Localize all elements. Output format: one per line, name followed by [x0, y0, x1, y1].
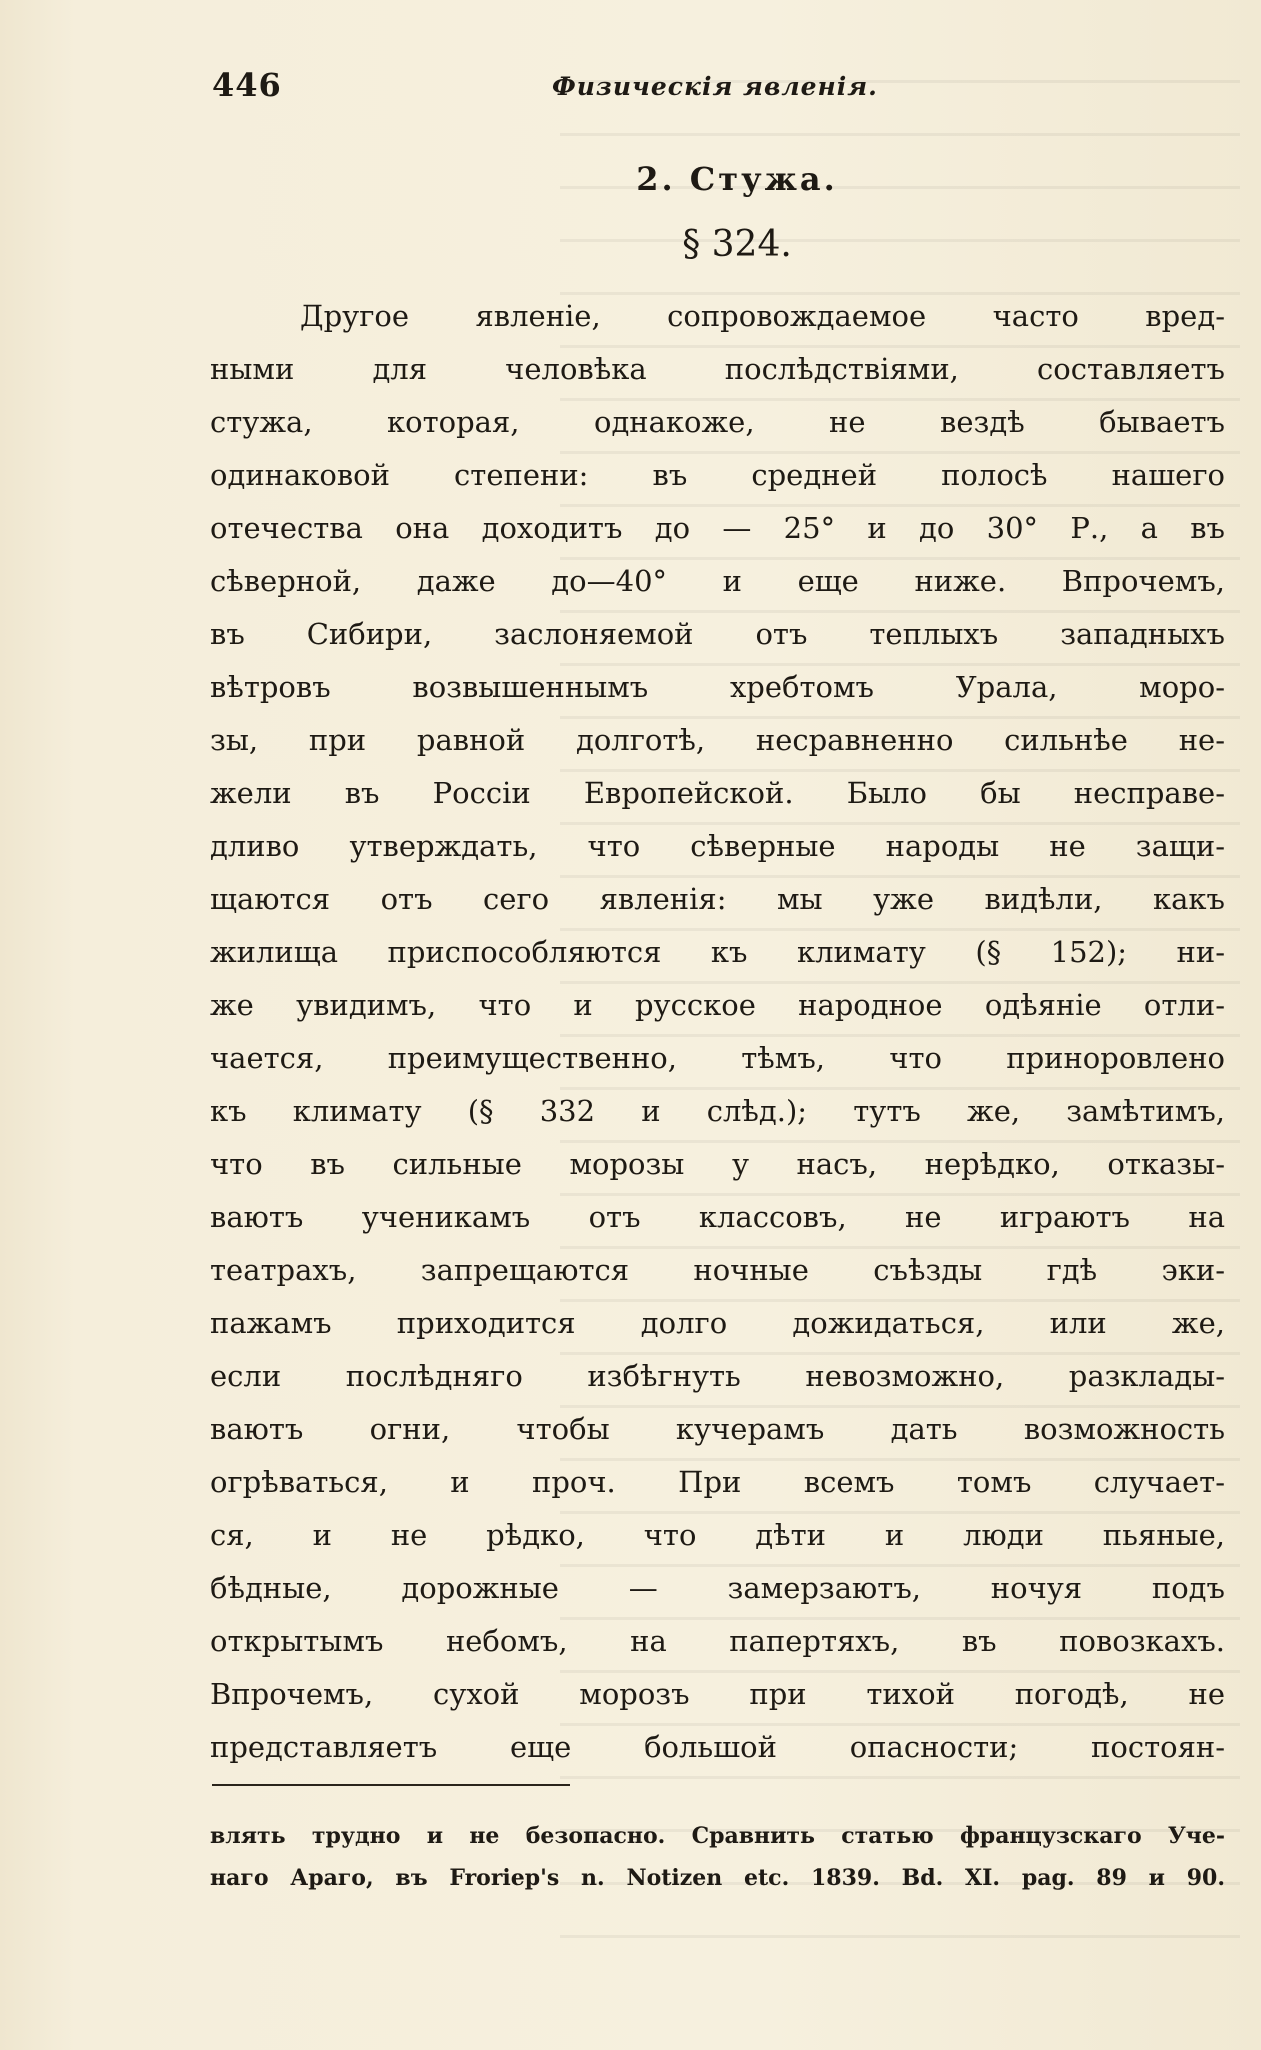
section-title: 2. Стужа.	[636, 160, 838, 198]
text-line: ваютъ огни, чтобы кучерамъ дать возможность	[210, 1412, 1225, 1446]
text-line: жилища приспособляются къ климату (§ 152); ни-	[210, 935, 1225, 969]
text-line: представляетъ еще большой опасности; постоян-	[210, 1730, 1225, 1764]
text-line: въ Сибири, заслоняемой отъ теплыхъ западныхъ	[210, 617, 1225, 651]
text-line: чается, преимущественно, тѣмъ, что приноровлено	[210, 1041, 1225, 1075]
text-line: одинаковой степени: въ средней полосѣ нашего	[210, 458, 1225, 492]
text-line: вѣтровъ возвышеннымъ хребтомъ Урала, моро-	[210, 670, 1225, 704]
text-line: отечества она доходитъ до — 25° и до 30° Р., а въ	[210, 511, 1225, 545]
text-line: бѣдные, дорожные — замерзаютъ, ночуя подъ	[210, 1571, 1225, 1605]
text-line: зы, при равной долготѣ, несравненно сильнѣе не-	[210, 723, 1225, 757]
paragraph-number: § 324.	[682, 224, 792, 265]
text-line: дливо утверждать, что сѣверные народы не защи-	[210, 829, 1225, 863]
page-header	[212, 66, 1222, 116]
text-line: ными для человѣка послѣдствіями, составляетъ	[210, 352, 1225, 386]
footnote-divider	[212, 1784, 570, 1786]
running-head: Физическія явленія.	[552, 72, 878, 101]
body-text	[210, 290, 1225, 1774]
text-line: же увидимъ, что и русское народное одѣяніе отли-	[210, 988, 1225, 1022]
text-line: пажамъ приходится долго дожидаться, или же,	[210, 1306, 1225, 1340]
text-line: ся, и не рѣдко, что дѣти и люди пьяные,	[210, 1518, 1225, 1552]
footnote-line: наго Араго, въ Froriep's n. Notizen etc. 1839. Bd. XI. pag. 89 и 90.	[210, 1865, 1225, 1891]
text-line: Другое явленіе, сопровождаемое часто вред-	[300, 299, 1225, 333]
text-line: если послѣдняго избѣгнуть невозможно, разклады-	[210, 1359, 1225, 1393]
text-line: открытымъ небомъ, на папертяхъ, въ повозкахъ.	[210, 1624, 1225, 1658]
text-line: что въ сильные морозы у насъ, нерѣдко, отказы-	[210, 1147, 1225, 1181]
text-line: щаются отъ сего явленія: мы уже видѣли, какъ	[210, 882, 1225, 916]
text-line: огрѣваться, и проч. При всемъ томъ случает-	[210, 1465, 1225, 1499]
text-line: къ климату (§ 332 и слѣд.); тутъ же, замѣтимъ,	[210, 1094, 1225, 1128]
text-line: сѣверной, даже до—40° и еще ниже. Впрочемъ,	[210, 564, 1225, 598]
footnote-block	[210, 1815, 1225, 1899]
page-number: 446	[212, 66, 282, 104]
text-line: Впрочемъ, сухой морозъ при тихой погодѣ, не	[210, 1677, 1225, 1711]
text-line: стужа, которая, однакоже, не вездѣ бываетъ	[210, 405, 1225, 439]
footnote-line: влять трудно и не безопасно. Сравнить статью французскаго Уче-	[210, 1823, 1225, 1849]
text-line: жели въ Россіи Европейской. Было бы несправе-	[210, 776, 1225, 810]
text-line: театрахъ, запрещаются ночные съѣзды гдѣ эки-	[210, 1253, 1225, 1287]
text-line: ваютъ ученикамъ отъ классовъ, не играютъ на	[210, 1200, 1225, 1234]
